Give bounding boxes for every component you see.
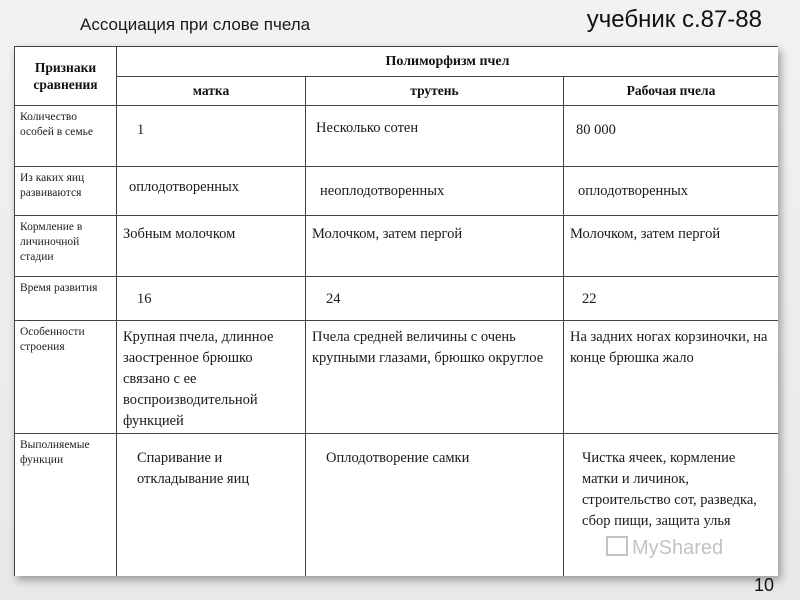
table-cell: 24 <box>306 277 564 321</box>
row-label: Из каких яиц развиваются <box>15 167 117 216</box>
row-label: Время развития <box>15 277 117 321</box>
table-row <box>15 277 779 321</box>
table-cell: Оплодотворение самки <box>306 434 564 577</box>
table-cell: оплодотворенных <box>117 167 306 216</box>
row-label: Особенности строения <box>15 321 117 434</box>
comparison-table-card <box>14 46 778 576</box>
table-cell: 22 <box>564 277 779 321</box>
feature-header: Признаки сравнения <box>15 47 117 106</box>
comparison-table <box>14 46 778 576</box>
watermark-icon <box>606 536 628 556</box>
watermark-text: MyShared <box>632 537 724 559</box>
textbook-reference: учебник с.87-88 <box>586 6 762 33</box>
table-cell: 80 000 <box>564 106 779 167</box>
table-cell: Молочком, затем пергой <box>306 216 564 277</box>
table-cell: 16 <box>117 277 306 321</box>
table-cell: Несколько сотен <box>306 106 564 167</box>
table-row <box>15 106 779 167</box>
table-cell: Крупная пчела, длинное заостренное брюшко связано с ее воспроизводительной функцией <box>117 321 306 434</box>
table-cell: оплодотворенных <box>564 167 779 216</box>
table-cell: Молочком, затем пергой <box>564 216 779 277</box>
column-header-worker: Рабочая пчела <box>564 77 779 106</box>
table-cell: неоплодотворенных <box>306 167 564 216</box>
table-cell: Спаривание и откладывание яиц <box>117 434 306 577</box>
group-header: Полиморфизм пчел <box>117 47 779 77</box>
table-cell: Зобным молочком <box>117 216 306 277</box>
column-header-queen: матка <box>117 77 306 106</box>
column-header-drone: трутень <box>306 77 564 106</box>
row-label: Выполняемые функции <box>15 434 117 577</box>
table-cell: На задних ногах корзиночки, на конце брюшка жало <box>564 321 779 434</box>
watermark <box>606 536 723 560</box>
table-cell: 1 <box>117 106 306 167</box>
table-row <box>15 167 779 216</box>
row-label: Кормление в личиночной стадии <box>15 216 117 277</box>
table-cell: Чистка ячеек, кормление матки и личинок, строительство сот, разведка, сбор пищи, защита улья <box>564 434 779 577</box>
row-label: Количество особей в семье <box>15 106 117 167</box>
table-cell: Пчела средней величины с очень крупными глазами, брюшко округлое <box>306 321 564 434</box>
slide-title: Ассоциация при слове пчела <box>80 15 311 34</box>
table-row <box>15 216 779 277</box>
table-row <box>15 321 779 434</box>
page-number: 10 <box>753 575 774 595</box>
